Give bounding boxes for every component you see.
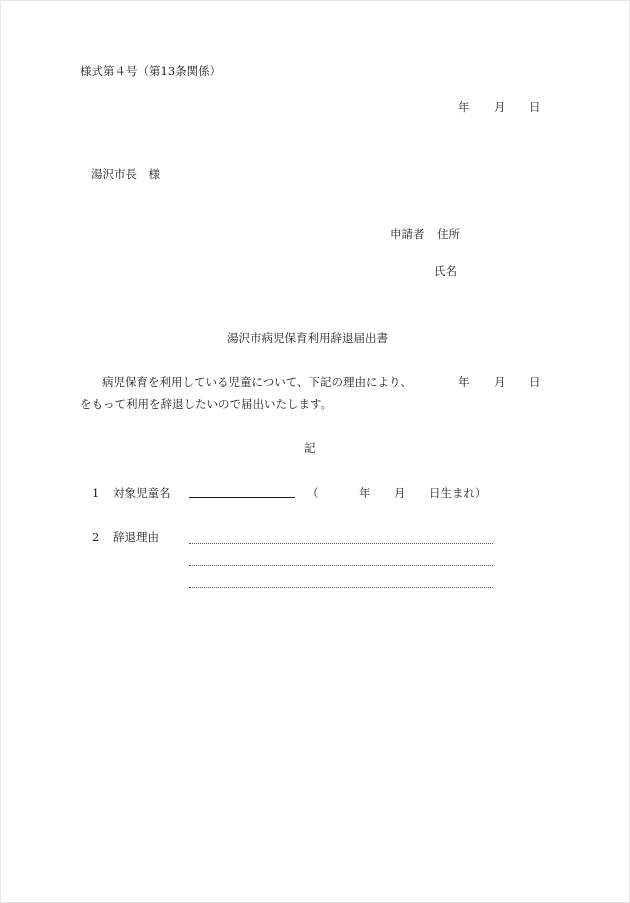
date-header-year: 年 xyxy=(458,100,470,114)
body-month: 月 xyxy=(494,375,506,389)
item-1-number: 1 xyxy=(92,486,100,500)
body-line-1: 病児保育を利用している児童について、下記の理由により、 xyxy=(102,375,413,389)
body-year: 年 xyxy=(458,375,470,389)
child-name-field[interactable] xyxy=(189,485,295,498)
applicant-label: 申請者 xyxy=(390,227,425,241)
addressee: 湯沢市長 様 xyxy=(91,167,160,181)
body-line-2: をもって利用を辞退したいので届出いたします。 xyxy=(80,397,333,411)
item-1-year: 年 xyxy=(359,486,371,500)
date-header-day: 日 xyxy=(529,100,541,114)
item-2-number: 2 xyxy=(92,530,100,544)
body-day: 日 xyxy=(529,375,541,389)
item-1-day-suffix: 日生まれ） xyxy=(429,486,487,500)
applicant-address-label: 住所 xyxy=(437,227,460,241)
reason-line-3[interactable] xyxy=(189,587,493,588)
item-1-paren-open: （ xyxy=(307,486,319,500)
reason-line-2[interactable] xyxy=(189,565,493,566)
applicant-name-label: 氏名 xyxy=(434,264,457,278)
item-1-month: 月 xyxy=(394,486,406,500)
date-header-month: 月 xyxy=(494,100,506,114)
item-2-label: 辞退理由 xyxy=(113,530,159,544)
reason-line-1[interactable] xyxy=(189,543,493,544)
document-title: 湯沢市病児保育利用辞退届出書 xyxy=(227,331,388,345)
item-1-label: 対象児童名 xyxy=(113,486,171,500)
form-number: 様式第４号（第13条関係） xyxy=(80,64,222,78)
ki-heading: 記 xyxy=(304,441,316,455)
